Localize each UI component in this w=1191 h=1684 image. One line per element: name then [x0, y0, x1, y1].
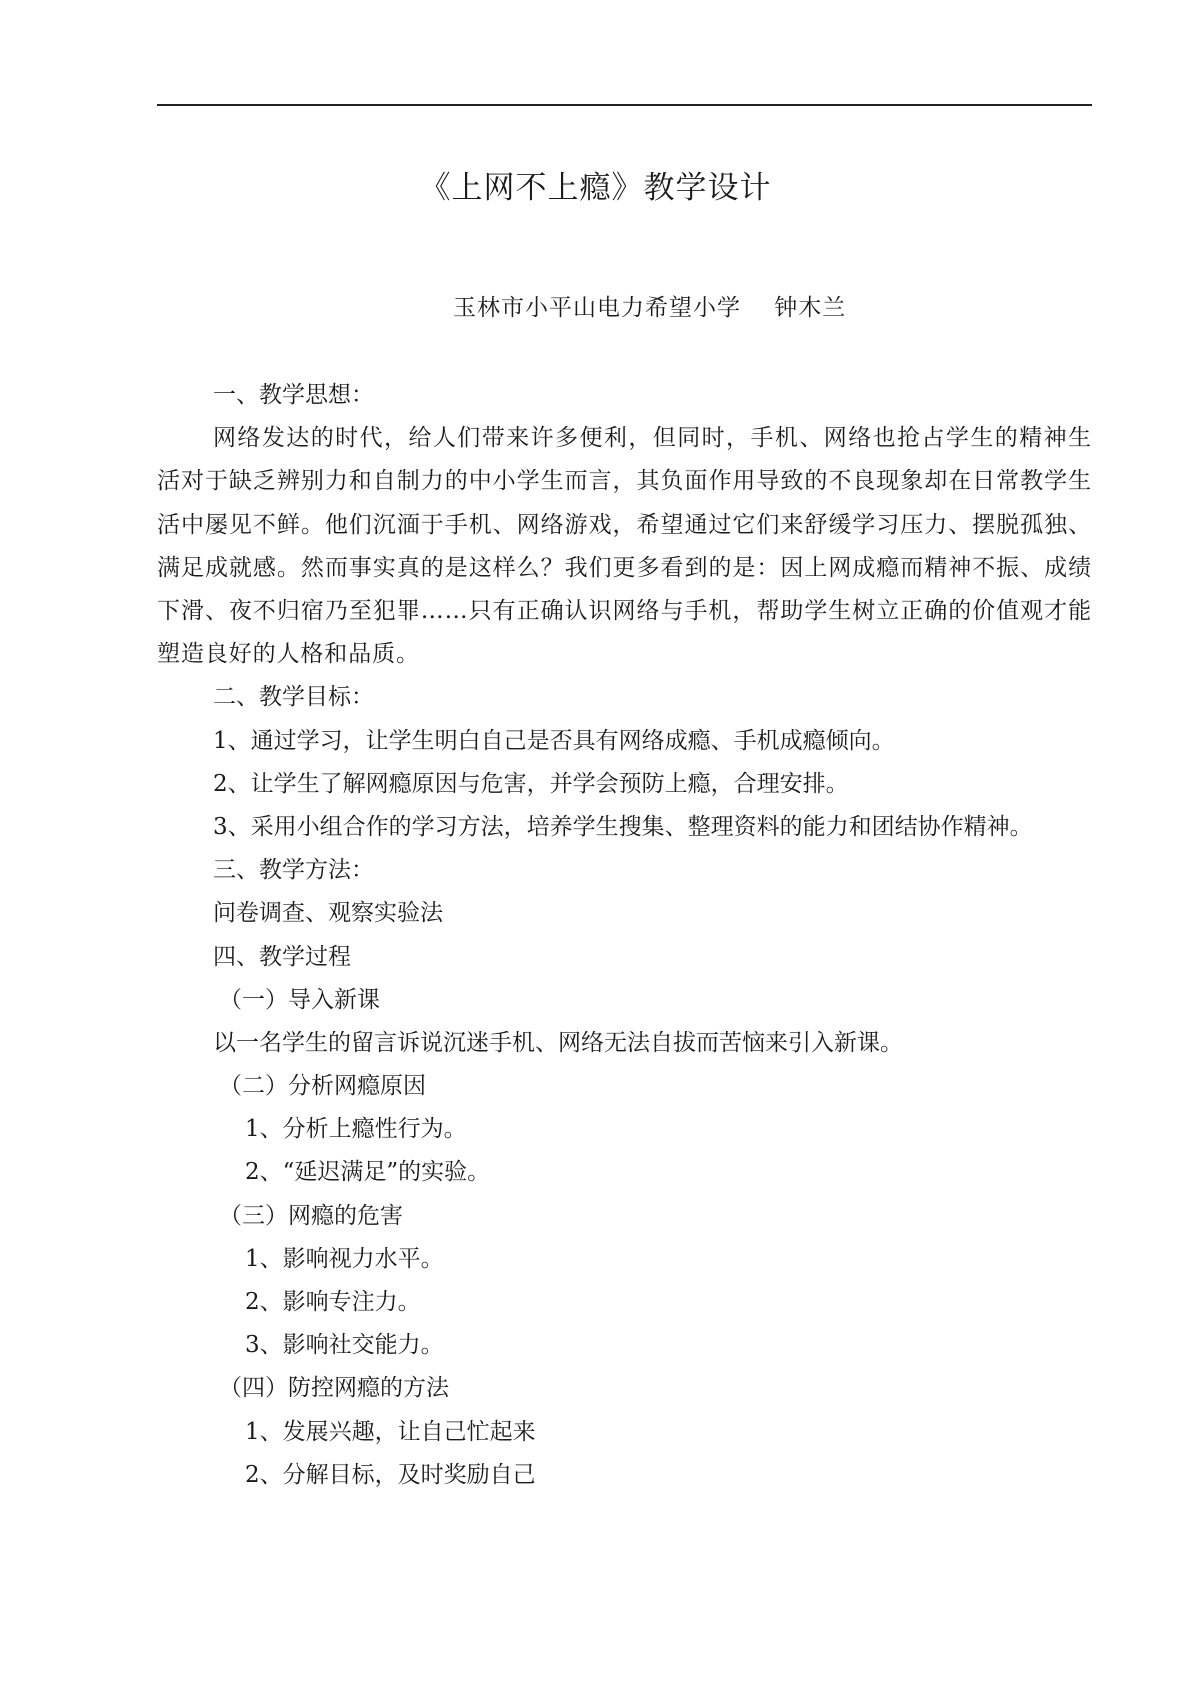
goal-item-3: 3、采用小组合作的学习方法，培养学生搜集、整理资料的能力和团结协作精神。 [213, 813, 1033, 840]
process-step-1-text: 以一名学生的留言诉说沉迷手机、网络无法自拔而苦恼来引入新课。 [213, 1029, 903, 1056]
section-heading-thought: 一、教学思想： [213, 382, 374, 408]
process-step-4-item-1: 1、发展兴趣，让自己忙起来 [245, 1418, 536, 1445]
process-step-2-item-1: 1、分析上瘾性行为。 [245, 1116, 467, 1143]
process-step-4-item-2: 2、分解目标，及时奖励自己 [245, 1461, 536, 1488]
document-title: 《上网不上瘾》教学设计 [419, 170, 772, 206]
process-step-4-heading: （四）防控网瘾的方法 [219, 1375, 449, 1402]
process-step-3-item-3: 3、影响社交能力。 [245, 1332, 444, 1359]
section-heading-methods: 三、教学方法： [213, 857, 374, 884]
process-step-3-item-2: 2、影响专注力。 [245, 1289, 421, 1316]
section-heading-goals: 二、教学目标： [213, 684, 374, 711]
header-rule [157, 104, 1092, 106]
methods-text: 问卷调查、观察实验法 [213, 900, 443, 927]
document-body [157, 374, 1092, 1497]
process-step-3-heading: （三）网瘾的危害 [219, 1202, 403, 1229]
process-step-2-item-2: 2、“延迟满足”的实验。 [245, 1159, 491, 1186]
process-step-3-item-1: 1、影响视力水平。 [245, 1245, 444, 1272]
section-heading-process: 四、教学过程 [213, 943, 351, 970]
section-paragraph-thought: 网络发达的时代，给人们带来许多便利，但同时，手机、网络也抢占学生的精神生活对于缺乏辨别力和自制力的中小学生而言，其负面作用导致的不良现象却在日常教学生活中屡见不鲜。他们沉湎于手机、网络游戏，希望通过它们来舒缓学习压力、摆脱孤独、满足成就感。然而事实真的是这样么？我们更多看到的是：因上网成瘾而精神不振、成绩下滑、夜不归宿乃至犯罪……只有正确认识网络与手机，帮助学生树立正确的价值观才能塑造良好的人格和品质。 [157, 425, 1092, 668]
process-step-1-heading: （一）导入新课 [219, 986, 380, 1013]
goal-item-1: 1、通过学习，让学生明白自己是否具有网络成瘾、手机成瘾倾向。 [213, 727, 895, 754]
goal-item-2: 2、让学生了解网瘾原因与危害，并学会预防上瘾，合理安排。 [213, 770, 849, 797]
author-line: 玉林市小平山电力希望小学 钟木兰 [453, 295, 847, 321]
process-step-2-heading: （二）分析网瘾原因 [219, 1073, 426, 1100]
